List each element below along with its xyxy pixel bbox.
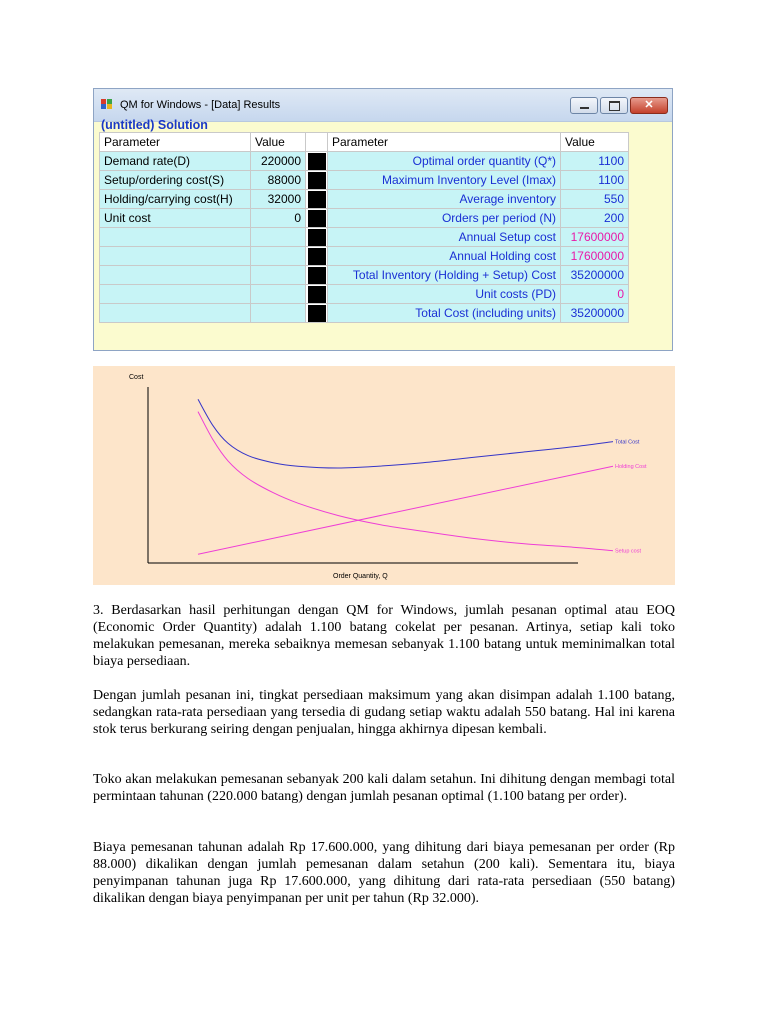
input-value[interactable] (251, 285, 306, 304)
maximize-icon (609, 101, 620, 111)
header-value-right: Value (561, 133, 629, 152)
series-line-total-cost (198, 399, 613, 468)
result-value: 17600000 (561, 247, 629, 266)
close-icon: ✕ (644, 99, 654, 111)
maximize-button[interactable] (600, 97, 628, 114)
table-row (100, 266, 629, 285)
separator-cell (306, 285, 328, 304)
input-parameter (100, 285, 251, 304)
table-header-row (100, 133, 629, 152)
table-row (100, 171, 629, 190)
minimize-icon (580, 107, 589, 109)
separator-cell (306, 152, 328, 171)
input-value[interactable] (251, 228, 306, 247)
series-line-holding-cost (198, 466, 613, 554)
x-axis-label: Order Quantity, Q (333, 573, 388, 580)
result-parameter: Average inventory (328, 190, 561, 209)
table-row (100, 228, 629, 247)
input-parameter (100, 228, 251, 247)
separator-cell (306, 266, 328, 285)
input-value[interactable] (251, 266, 306, 285)
result-value: 35200000 (561, 266, 629, 285)
input-parameter: Demand rate(D) (100, 152, 251, 171)
paragraph-order-frequency: Toko akan melakukan pemesanan sebanyak 200 kali dalam setahun. Ini dihitung dengan membagi total permintaan tahunan (220.000 batang) dengan jumlah pesanan optimal (1.100 batang per order). (93, 772, 675, 804)
result-parameter: Total Inventory (Holding + Setup) Cost (328, 266, 561, 285)
separator-cell (306, 171, 328, 190)
input-parameter: Holding/carrying cost(H) (100, 190, 251, 209)
table-row (100, 304, 629, 323)
result-parameter: Maximum Inventory Level (Imax) (328, 171, 561, 190)
separator-cell (306, 190, 328, 209)
result-parameter: Optimal order quantity (Q*) (328, 152, 561, 171)
header-parameter-left: Parameter (100, 133, 251, 152)
paragraph-eoq-summary: 3. Berdasarkan hasil perhitungan dengan QM for Windows, jumlah pesanan optimal atau EOQ (Economic Order Quantity) adalah 1.100 batang cokelat per pesanan. Artinya, setiap kali toko melakukan pemesanan, mereka sebaiknya memesan sebanyak 1.100 batang untuk meminimalkan total biaya persediaan. (93, 603, 675, 669)
close-button[interactable] (630, 97, 668, 114)
eoq-cost-chart (93, 366, 675, 585)
table-row (100, 247, 629, 266)
result-value: 35200000 (561, 304, 629, 323)
result-value: 1100 (561, 171, 629, 190)
result-parameter: Total Cost (including units) (328, 304, 561, 323)
header-parameter-right: Parameter (328, 133, 561, 152)
paragraph-inventory-level: Dengan jumlah pesanan ini, tingkat persediaan maksimum yang akan disimpan adalah 1.100 batang, sedangkan rata-rata persediaan yang tersedia di gudang setiap waktu adalah 550 batang. Hal ini karena stok terus berkurang seiring dengan penjualan, hingga akhirnya dipesan kembali. (93, 688, 675, 737)
separator-cell (306, 228, 328, 247)
result-parameter: Annual Holding cost (328, 247, 561, 266)
series-line-setup-cost (198, 412, 613, 551)
input-value[interactable] (251, 304, 306, 323)
series-label-holding-cost: Holding Cost (615, 464, 647, 471)
qm-results-window (93, 88, 673, 351)
input-value[interactable]: 88000 (251, 171, 306, 190)
separator-cell (306, 247, 328, 266)
input-parameter (100, 266, 251, 285)
separator-cell (306, 304, 328, 323)
y-axis-label: Cost (129, 374, 144, 381)
result-value: 200 (561, 209, 629, 228)
results-table (99, 132, 629, 323)
window-title: QM for Windows - [Data] Results (120, 99, 281, 111)
separator-cell (306, 133, 328, 152)
result-value: 1100 (561, 152, 629, 171)
input-parameter: Setup/ordering cost(S) (100, 171, 251, 190)
input-parameter: Unit cost (100, 209, 251, 228)
header-value-left: Value (251, 133, 306, 152)
series-label-setup-cost: Setup cost (615, 548, 641, 555)
minimize-button[interactable] (570, 97, 598, 114)
table-row (100, 285, 629, 304)
separator-cell (306, 209, 328, 228)
solution-title: (untitled) Solution (101, 118, 208, 132)
result-parameter: Orders per period (N) (328, 209, 561, 228)
table-row (100, 152, 629, 171)
input-value[interactable]: 32000 (251, 190, 306, 209)
chart-svg (93, 366, 675, 585)
input-value[interactable]: 0 (251, 209, 306, 228)
qm-app-icon (101, 99, 112, 109)
input-value[interactable] (251, 247, 306, 266)
result-parameter: Unit costs (PD) (328, 285, 561, 304)
result-value: 0 (561, 285, 629, 304)
series-layer (198, 399, 647, 554)
input-parameter (100, 304, 251, 323)
table-row (100, 209, 629, 228)
result-value: 17600000 (561, 228, 629, 247)
table-row (100, 190, 629, 209)
input-parameter (100, 247, 251, 266)
result-value: 550 (561, 190, 629, 209)
result-parameter: Annual Setup cost (328, 228, 561, 247)
series-label-total-cost: Total Cost (615, 439, 640, 446)
paragraph-annual-costs: Biaya pemesanan tahunan adalah Rp 17.600.000, yang dihitung dari biaya pemesanan per order (Rp 88.000) dikalikan dengan jumlah pemesanan dalam setahun (200 kali). Sementara itu, biaya penyimpanan tahunan juga Rp 17.600.000, yang dihitung dari rata-rata persediaan (550 batang) dikalikan dengan biaya penyimpanan per unit per tahun (Rp 32.000). (93, 840, 675, 906)
input-value[interactable]: 220000 (251, 152, 306, 171)
